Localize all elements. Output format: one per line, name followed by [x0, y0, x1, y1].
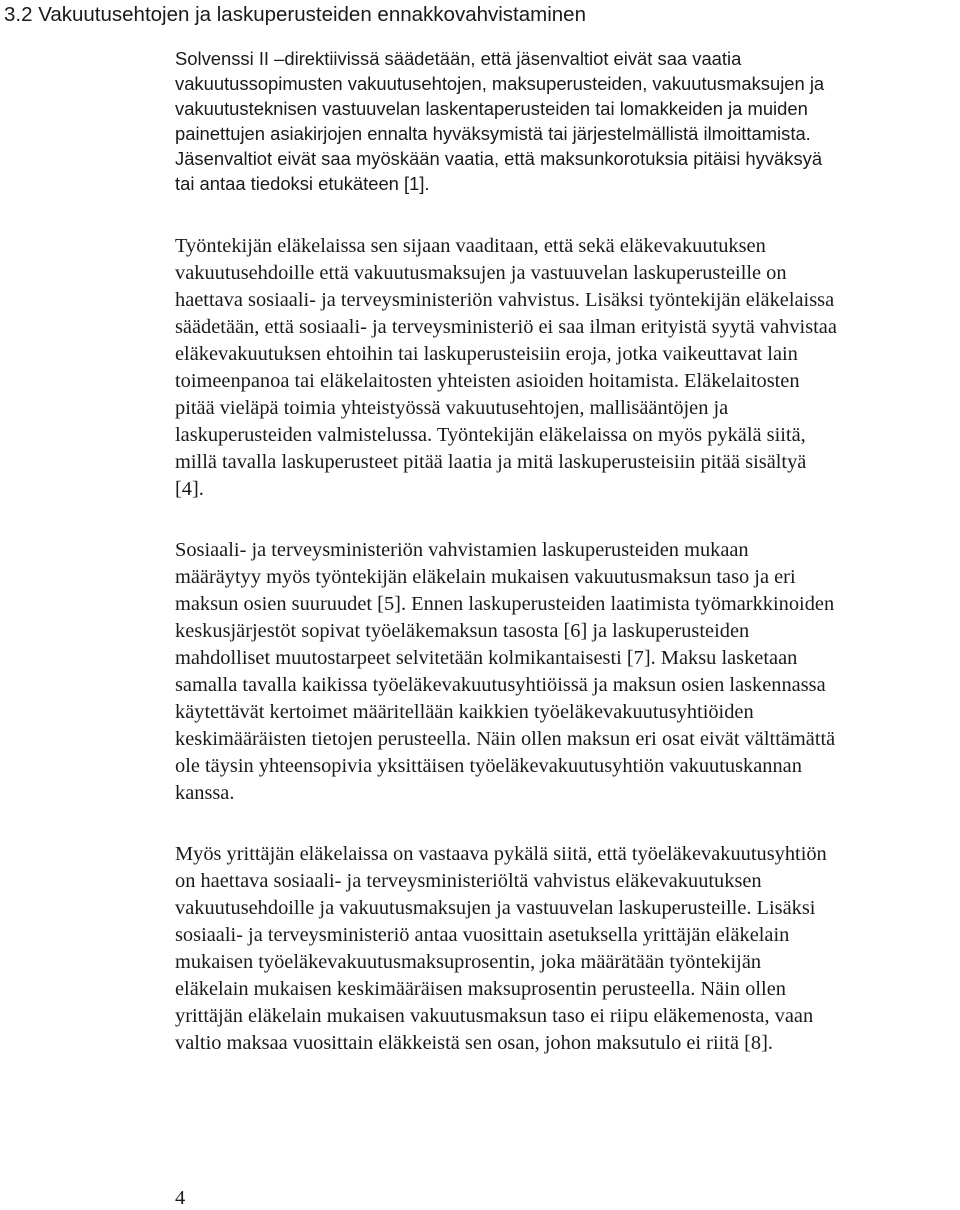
paragraph-1-line: vakuutusteknisen vastuuvelan laskentaperusteiden tai lomakkeiden ja muiden [175, 98, 808, 119]
page-number: 4 [175, 1187, 186, 1209]
paragraph-2-line: eläkevakuutuksen ehtoihin tai laskuperusteisiin eroja, jotka vaikeuttavat lain [175, 343, 798, 365]
paragraph-3-line: keskusjärjestöt sopivat työeläkemaksun tasosta [6] ja laskuperusteiden [175, 620, 750, 642]
paragraph-2-line: säädetään, että sosiaali- ja terveysministeriö ei saa ilman erityistä syytä vahvistaa [175, 316, 837, 338]
paragraph-1-line: Solvenssi II –direktiivissä säädetään, että jäsenvaltiot eivät saa vaatia [175, 48, 742, 69]
paragraph-4-line: mukaisen työeläkevakuutusmaksuprosentin, joka määrätään työntekijän [175, 951, 762, 973]
paragraph-2-line: Työntekijän eläkelaissa sen sijaan vaaditaan, että sekä eläkevakuutuksen [175, 235, 766, 257]
section-heading: 3.2 Vakuutusehtojen ja laskuperusteiden ennakkovahvistaminen [4, 3, 586, 26]
paragraph-2-line: vakuutusehdoille että vakuutusmaksujen ja vastuuvelan laskuperusteille on [175, 262, 787, 284]
paragraph-4-line: vakuutusehdoille ja vakuutusmaksujen ja vastuuvelan laskuperusteille. Lisäksi [175, 897, 816, 919]
paragraph-3-line: määräytyy myös työntekijän eläkelain mukaisen vakuutusmaksun taso ja eri [175, 566, 796, 588]
paragraph-2-line: pitää vieläpä toimia yhteistyössä vakuutusehtojen, mallisääntöjen ja [175, 397, 729, 419]
paragraph-3-line: kanssa. [175, 782, 235, 804]
paragraph-4-line: valtio maksaa vuosittain eläkkeistä sen osan, johon maksutulo ei riitä [8]. [175, 1032, 773, 1054]
paragraph-3-line: maksun osien suuruudet [5]. Ennen laskuperusteiden laatimista työmarkkinoiden [175, 593, 835, 615]
paragraph-2-line: laskuperusteiden valmistelussa. Työntekijän eläkelaissa on myös pykälä siitä, [175, 424, 806, 446]
paragraph-1-line: tai antaa tiedoksi etukäteen [1]. [175, 173, 430, 194]
paragraph-2-line: haettava sosiaali- ja terveysministeriön vahvistus. Lisäksi työntekijän eläkelaissa [175, 289, 835, 311]
paragraph-1-line: painettujen asiakirjojen ennalta hyväksymistä tai järjestelmällistä ilmoittamista. [175, 123, 811, 144]
paragraph-3-line: ole täysin yhteensopivia yksittäisen työeläkevakuutusyhtiön vakuutuskannan [175, 755, 802, 777]
paragraph-3-line: samalla tavalla kaikissa työeläkevakuutusyhtiöissä ja maksun osien laskennassa [175, 674, 826, 696]
paragraph-3-line: käytettävät kertoimet määritellään kaikkien työeläkevakuutusyhtiöiden [175, 701, 754, 723]
paragraph-2-line: [4]. [175, 478, 204, 500]
paragraph-4-line: yrittäjän eläkelain mukaisen vakuutusmaksun taso ei riipu eläkemenosta, vaan [175, 1005, 814, 1027]
paragraph-1-line: vakuutussopimusten vakuutusehtojen, maksuperusteiden, vakuutusmaksujen ja [175, 73, 825, 94]
paragraph-4-line: on haettava sosiaali- ja terveysministeriöltä vahvistus eläkevakuutuksen [175, 870, 762, 892]
paragraph-4-line: sosiaali- ja terveysministeriö antaa vuosittain asetuksella yrittäjän eläkelain [175, 924, 790, 946]
paragraph-4-line: eläkelain mukaisen keskimääräisen maksuprosentin perusteella. Näin ollen [175, 978, 786, 1000]
paragraph-3-line: mahdolliset muutostarpeet selvitetään kolmikantaisesti [7]. Maksu lasketaan [175, 647, 798, 669]
paragraph-3-line: Sosiaali- ja terveysministeriön vahvistamien laskuperusteiden mukaan [175, 539, 749, 561]
paragraph-1-line: Jäsenvaltiot eivät saa myöskään vaatia, että maksunkorotuksia pitäisi hyväksyä [175, 148, 823, 169]
paragraph-2-line: toimeenpanoa tai eläkelaitosten yhteisten asioiden hoitamista. Eläkelaitosten [175, 370, 800, 392]
paragraph-3-line: keskimääräisten tietojen perusteella. Näin ollen maksun eri osat eivät välttämättä [175, 728, 836, 750]
paragraph-2-line: millä tavalla laskuperusteet pitää laatia ja mitä laskuperusteisiin pitää sisältyä [175, 451, 807, 473]
paragraph-4-line: Myös yrittäjän eläkelaissa on vastaava pykälä siitä, että työeläkevakuutusyhtiön [175, 843, 827, 865]
